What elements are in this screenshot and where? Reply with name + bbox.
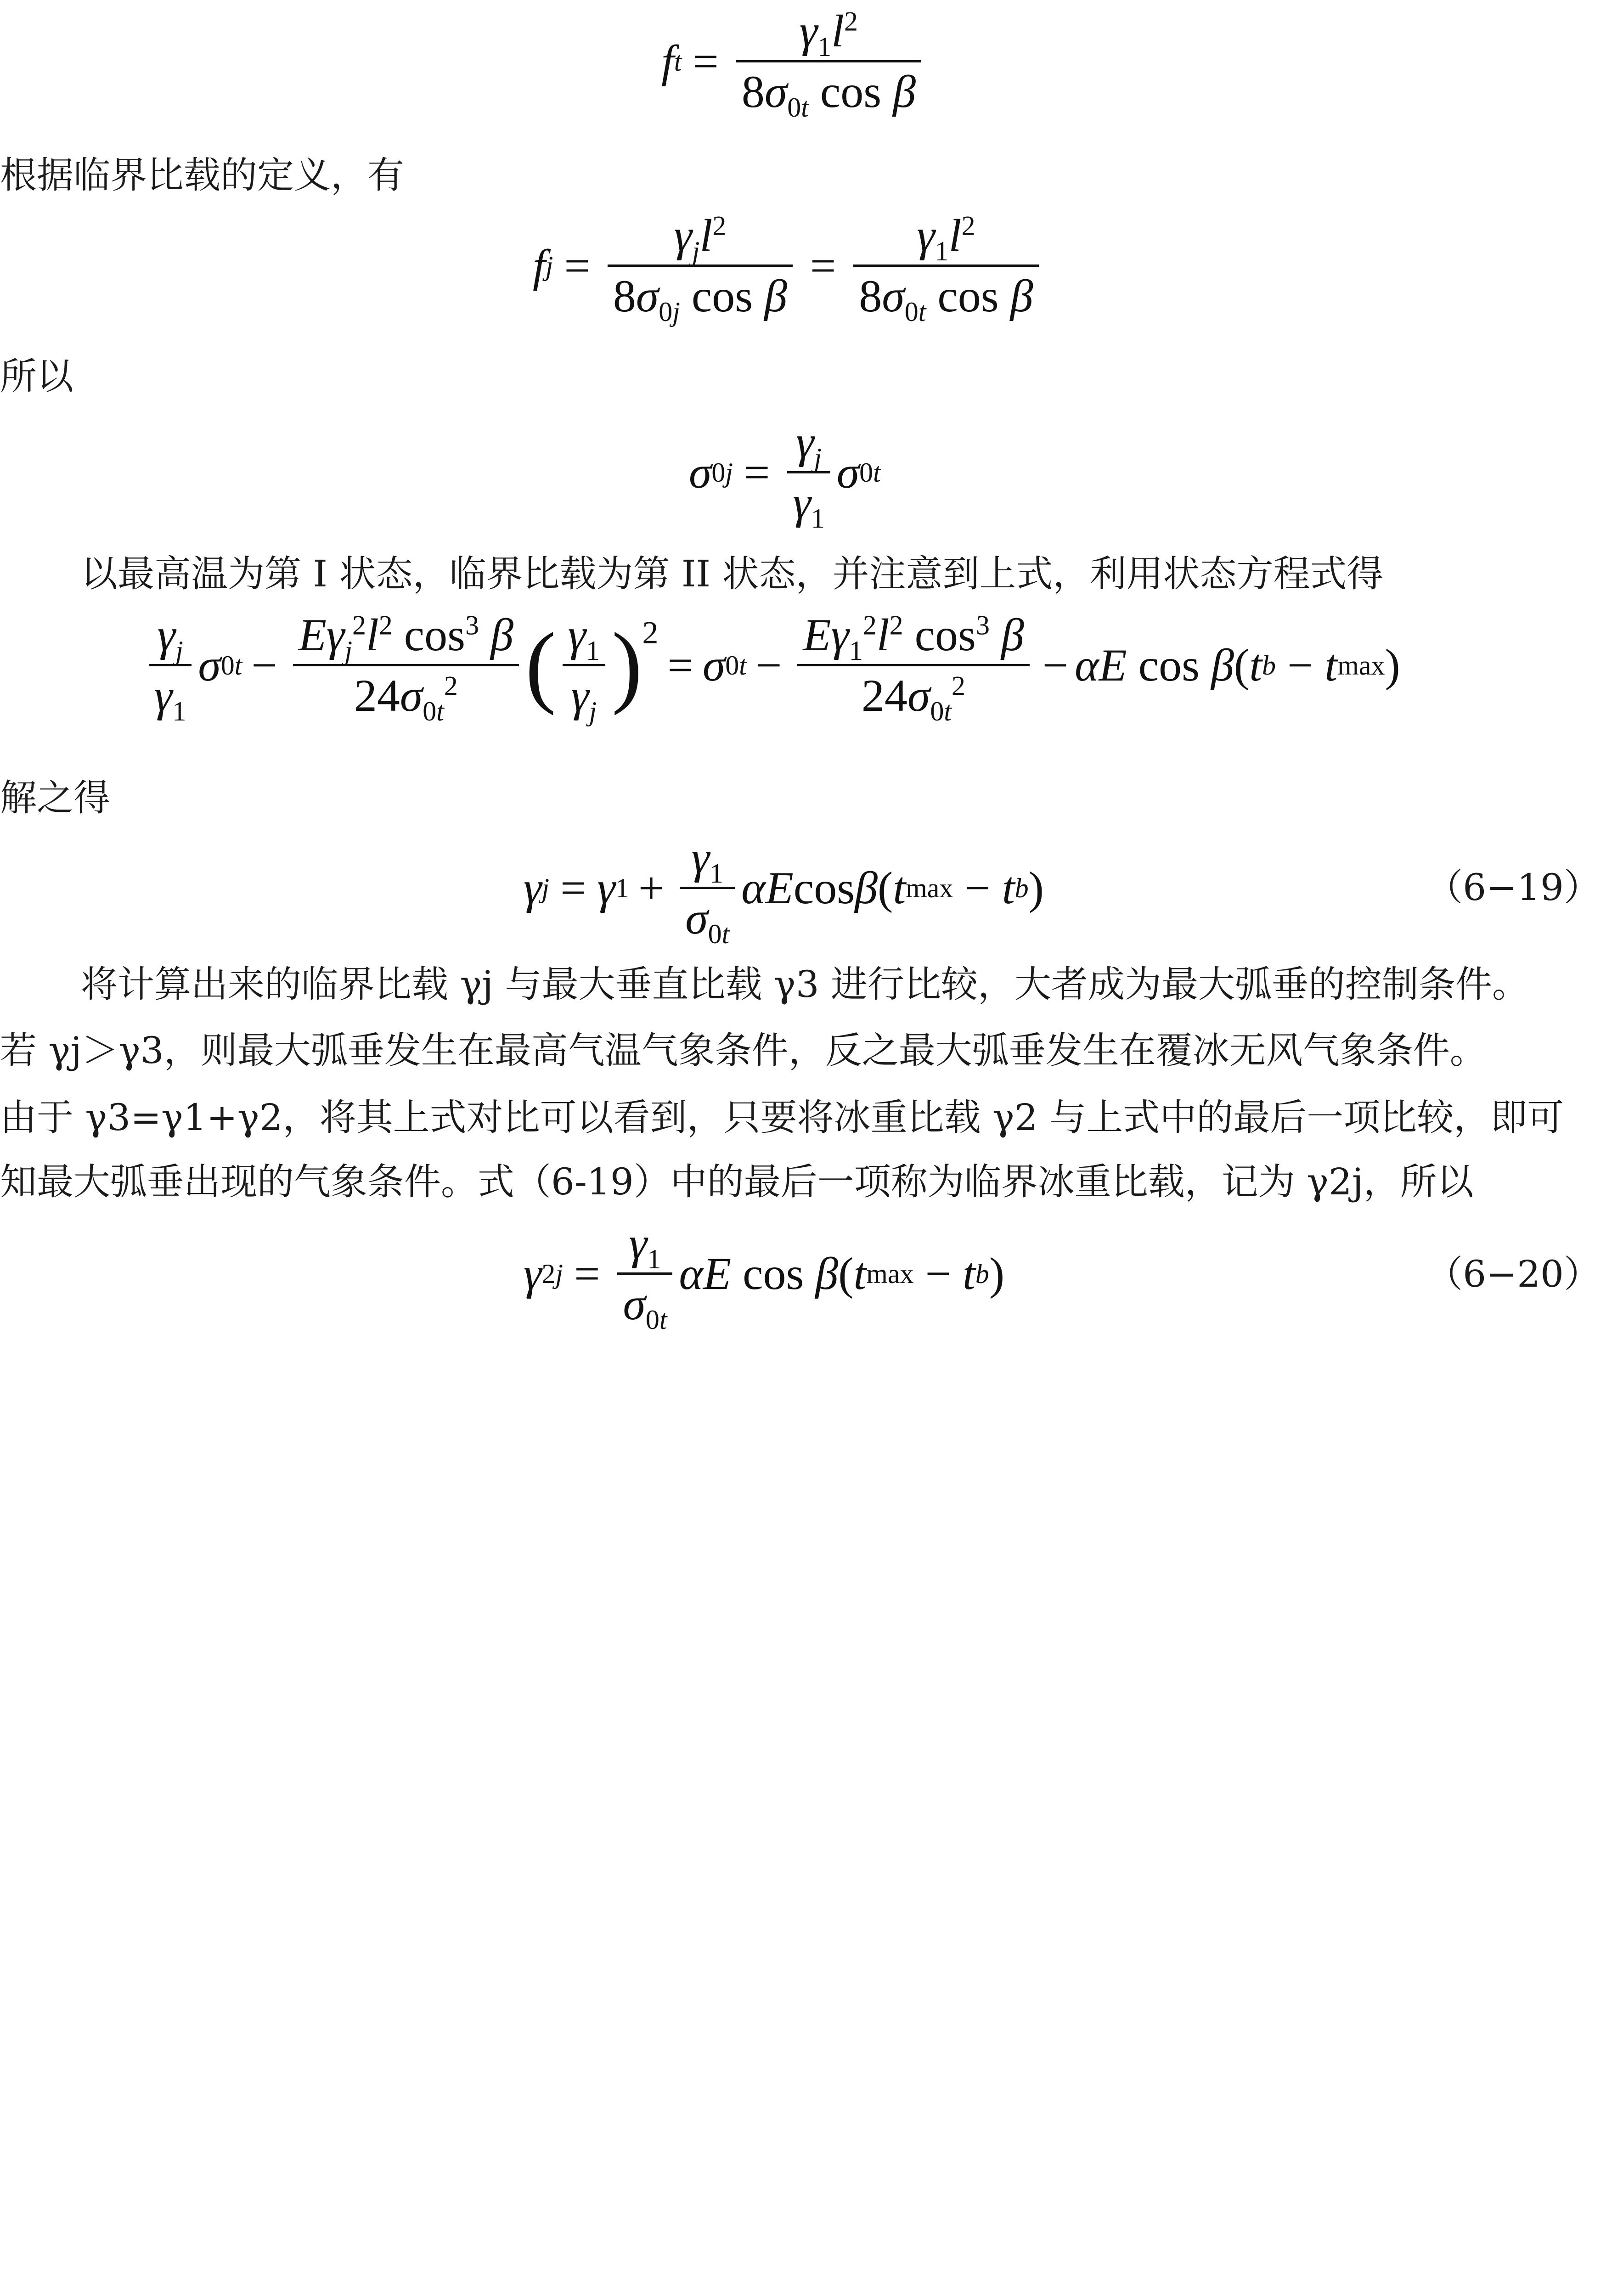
equation-ft: f t = $\gamma_1l^2$ $8\sigma_{0t}$ cos β (661, 5, 928, 118)
paragraph-compare-line-4: 知最大弧垂出现的气象条件。式（6-19）中的最后一项称为临界冰重比载，记为 γ2j，所以 (0, 1160, 1474, 1203)
paragraph-compare-line-1: 将计算出来的临界比载 γj 与最大垂直比载 γ3 进行比较，大者成为最大弧垂的控制条件。 (81, 963, 1529, 1006)
paragraph-compare-line-3: 由于 γ3=γ1+γ2，将其上式对比可以看到，只要将冰重比载 γ2 与上式中的最后一项比较，即可 (0, 1096, 1564, 1139)
paragraph-state-equation-intro: 以最高温为第 I 状态，临界比载为第 II 状态，并注意到上式，利用状态方程式得 (81, 552, 1384, 595)
equation-state: $\gamma_j$ $\gamma_1$ σ 0t − $E\gamma_j^2l^2$ $\cos^3 \beta$ $24\sigma_{0t}^2$ ( $\gamma_1$ $\gamma_j$ ) $^2$ = σ 0t − $E\gamma_1^2l^2$ $\cos^3 \beta$ $24\sigma_{0t}^2$ − αE cos β ( t b − t max ) (142, 608, 1400, 722)
equation-fj: f j = $\gamma_jl^2$ $8\sigma_{0j}$ cos β = $\gamma_1l^2$ $8\sigma_{0t}$ cos β (533, 209, 1045, 322)
equation-6-19: γ j = γ 1 + $\gamma_1$ $\sigma_{0t}$ αE cos β ( t max − t b ) (524, 832, 1044, 949)
paragraph-critical-definition: 根据临界比载的定义，有 (0, 154, 404, 197)
paragraph-solve: 解之得 (0, 777, 110, 819)
paragraph-compare-line-2: 若 γj＞γ3，则最大弧垂发生在最高气温气象条件，反之最大弧垂发生在覆冰无风气象条件。 (0, 1029, 1487, 1072)
equation-6-20: γ 2j = $\gamma_1$ $\sigma_{0t}$ αE cos β ( t max − t b ) (524, 1218, 1005, 1335)
equation-number-6-19: （6−19） (1426, 866, 1600, 909)
equation-sigma0j: σ 0j = $\gamma_j$ $\gamma_1$ σ 0t (689, 416, 881, 534)
equation-number-6-20: （6−20） (1426, 1253, 1600, 1295)
paragraph-therefore: 所以 (0, 355, 73, 398)
